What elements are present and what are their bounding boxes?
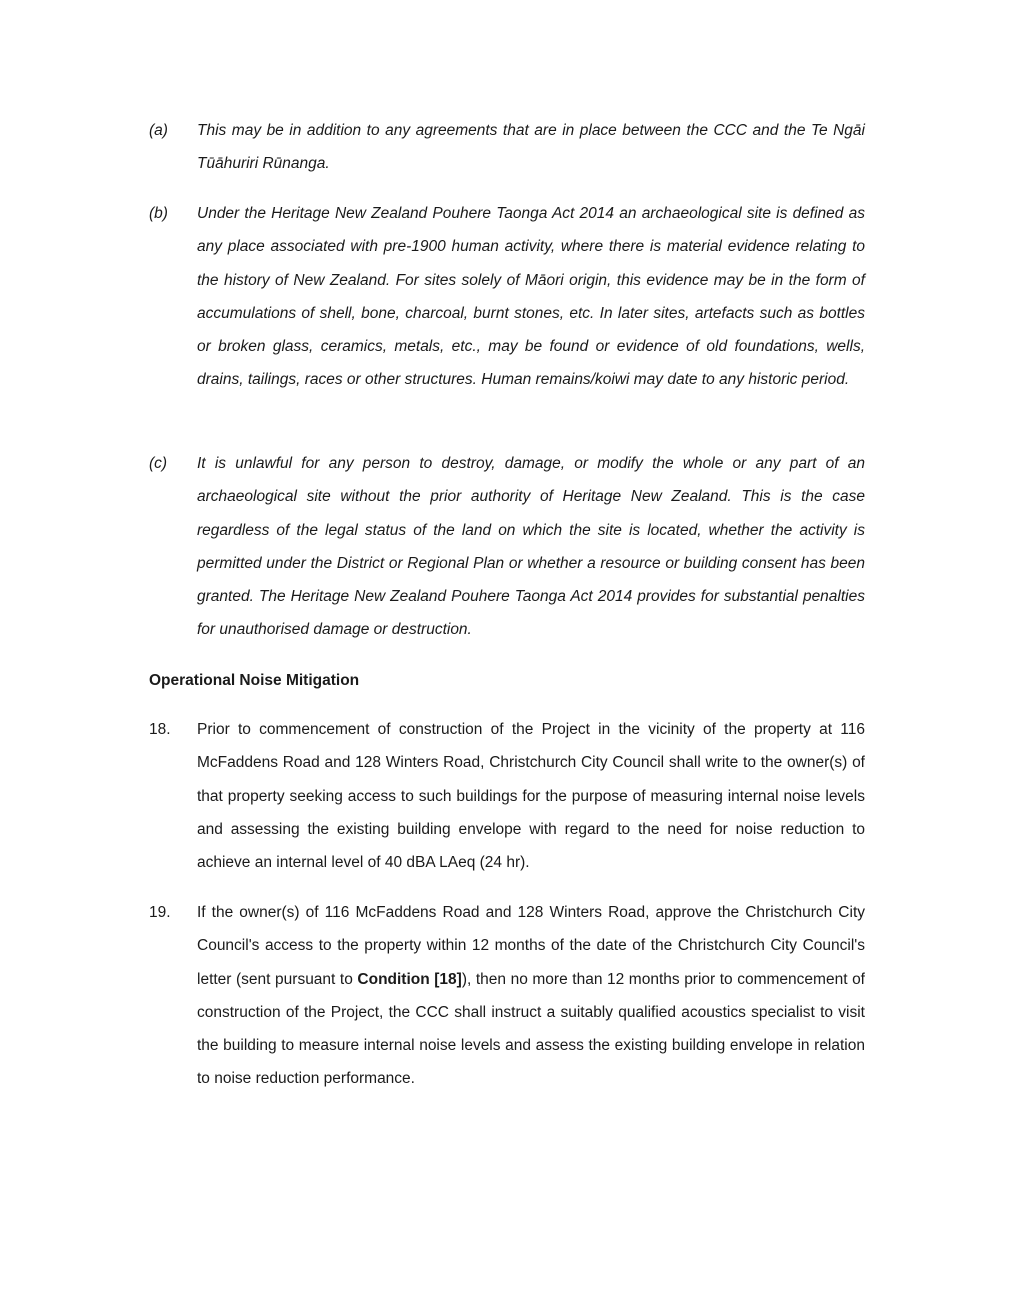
note-c-label: (c): [149, 455, 168, 472]
note-a: [149, 114, 865, 181]
note-a-label: (a): [149, 122, 168, 139]
note-a-text: This may be in addition to any agreements that are in place between the CCC and the Te Ngāi Tūāhuriri Rūnanga.: [197, 122, 865, 173]
condition-19: [149, 896, 865, 1096]
condition-18-text: Prior to commencement of construction of the Project in the vicinity of the property at 116 McFaddens Road and 128 Winters Road, Christchurch City Council shall write to the owner(s) of that property seeking access to such buildings for the purpose of measuring internal noise levels and assessing the existing building envelope with regard to the need for noise reduction to achieve an internal level of 40 dBA LAeq (24 hr).: [197, 721, 865, 872]
note-c-text: It is unlawful for any person to destroy, damage, or modify the whole or any part of an archaeological site without the prior authority of Heritage New Zealand. This is the case regardless of the legal status of the land on which the site is located, whether the activity is permitted under the District or Regional Plan or whether a resource or building consent has been granted. The Heritage New Zealand Pouhere Taonga Act 2014 provides for substantial penalties for unauthorised damage or destruction.: [197, 455, 865, 639]
condition-19-text: [197, 896, 865, 1096]
note-b: [149, 197, 865, 397]
note-b-text: Under the Heritage New Zealand Pouhere Taonga Act 2014 an archaeological site is defined as any place associated with pre-1900 human activity, where there is material evidence relating to the history of New Zealand. For sites solely of Māori origin, this evidence may be in the form of accumulations of shell, bone, charcoal, burnt stones, etc. In later sites, artefacts such as bottles or broken glass, ceramics, metals, etc., may be found or evidence of old foundations, wells, drains, tailings, races or other structures. Human remains/koiwi may date to any historic period.: [197, 205, 865, 389]
condition-19-number: 19.: [149, 904, 171, 921]
condition-19-text-before: If the owner(s) of 116 McFaddens Road and 128 Winters Road, approve the Christchurch City Council's access to the property within 12 months of the date of the Christchurch City Council's letter (sent pursuant to: [197, 904, 865, 988]
condition-18-number: 18.: [149, 721, 171, 738]
note-c: [149, 447, 865, 647]
section-heading: Operational Noise Mitigation: [149, 672, 360, 689]
condition-19-text-after: ), then no more than 12 months prior to commencement of construction of the Project, the CCC shall instruct a suitably qualified acoustics specialist to visit the building to measure internal noise levels and assess the existing building envelope in relation to noise reduction performance.: [197, 970, 865, 1088]
note-b-label: (b): [149, 205, 168, 222]
condition-reference: Condition [18]: [357, 970, 462, 988]
condition-18: [149, 713, 865, 879]
